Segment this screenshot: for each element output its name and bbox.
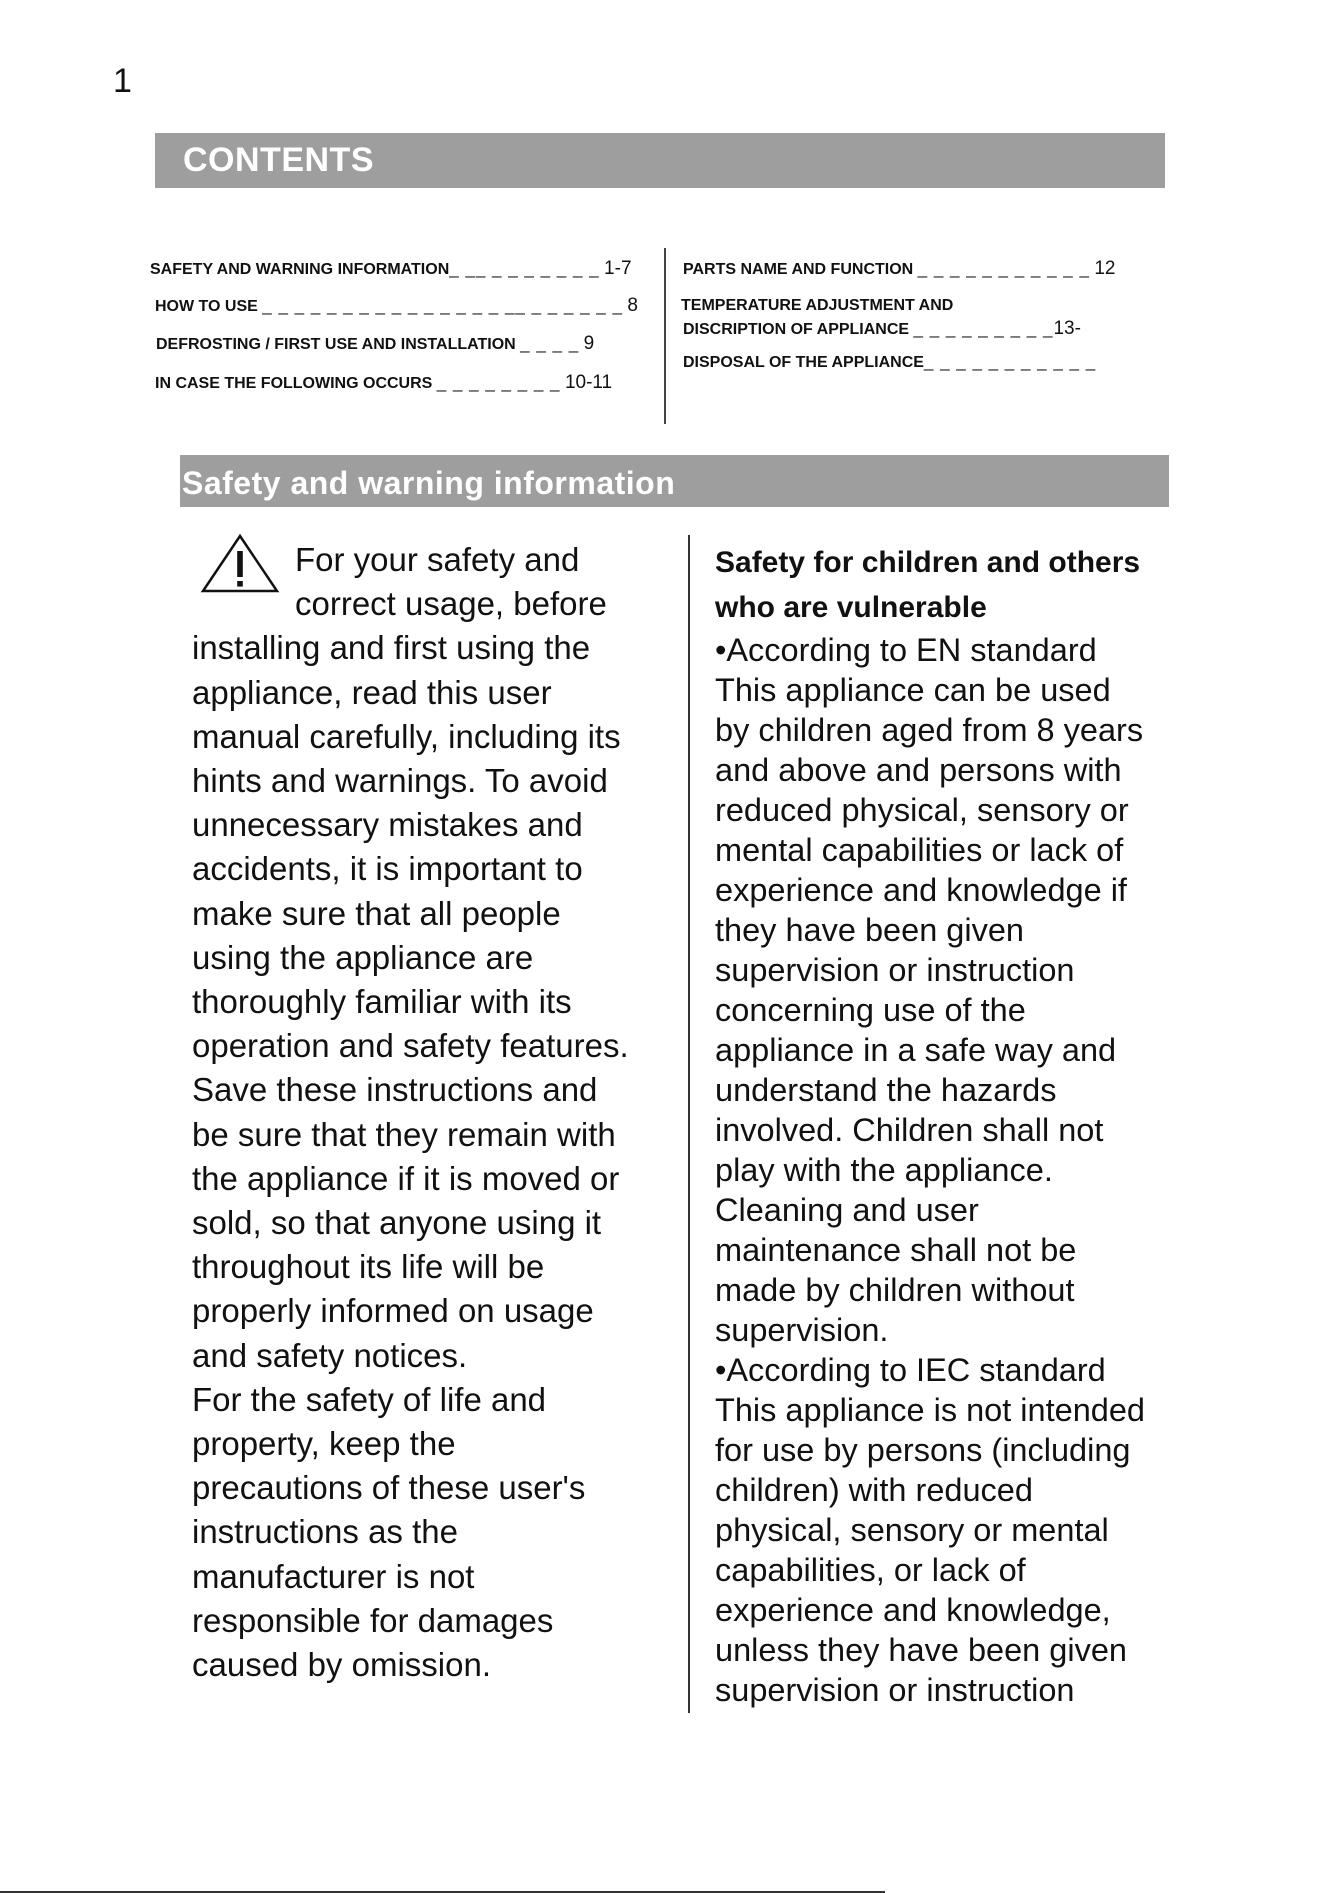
toc-divider bbox=[664, 248, 666, 424]
toc-entry[interactable] bbox=[683, 318, 1081, 340]
text-line: For your safety and bbox=[295, 541, 580, 578]
text-line: supervision. bbox=[715, 1312, 889, 1348]
text-line: unless they have been given bbox=[715, 1632, 1127, 1668]
text-line: •According to EN standard bbox=[715, 632, 1097, 668]
subsection-heading-line: Safety for children and others bbox=[715, 546, 1141, 579]
text-line: throughout its life will be bbox=[192, 1248, 545, 1286]
text-line: responsible for damages bbox=[192, 1601, 554, 1639]
toc-entry-page: 1-7 bbox=[604, 258, 632, 279]
page-number: 1 bbox=[113, 62, 132, 100]
toc-entry[interactable] bbox=[681, 297, 953, 315]
toc-entry-label: DISCRIPTION OF APPLIANCE bbox=[683, 321, 910, 338]
text-line: instructions as the bbox=[192, 1513, 458, 1551]
text-line: they have been given bbox=[715, 912, 1024, 948]
text-line: experience and knowledge if bbox=[715, 872, 1127, 908]
text-line: thoroughly familiar with its bbox=[192, 983, 572, 1021]
column-divider bbox=[688, 535, 690, 1713]
toc-entry-page: 13- bbox=[1053, 318, 1081, 339]
text-line: maintenance shall not be bbox=[715, 1232, 1077, 1268]
text-line: •According to IEC standard bbox=[715, 1352, 1106, 1388]
text-line: using the appliance are bbox=[192, 938, 534, 976]
text-line: make sure that all people bbox=[192, 894, 561, 932]
toc-entry-label: HOW TO USE bbox=[155, 298, 258, 315]
toc-entry-page: 9 bbox=[583, 333, 595, 354]
toc-entry-label: PARTS NAME AND FUNCTION bbox=[683, 261, 914, 278]
text-line: the appliance if it is moved or bbox=[192, 1159, 620, 1197]
safety-header bbox=[180, 455, 1169, 507]
text-line: This appliance can be used bbox=[715, 672, 1111, 708]
text-line: hints and warnings. To avoid bbox=[192, 762, 608, 800]
toc-entry[interactable] bbox=[150, 258, 632, 280]
toc-entry-leader: _ _ _ _ _ _ _ _ _ _ _ bbox=[917, 259, 1090, 278]
safety-left-column bbox=[192, 538, 682, 1687]
text-line: capabilities, or lack of bbox=[715, 1552, 1026, 1588]
text-line: made by children without bbox=[715, 1272, 1075, 1308]
toc-entry-label: DEFROSTING / FIRST USE AND INSTALLATION bbox=[156, 336, 516, 353]
toc-entry-label: IN CASE THE FOLLOWING OCCURS bbox=[155, 375, 433, 392]
toc-entry-page: 8 bbox=[627, 295, 638, 316]
toc-entry-leader: _ _ _ _ bbox=[520, 334, 580, 353]
text-line: properly informed on usage bbox=[192, 1292, 594, 1330]
text-line: manual carefully, including its bbox=[192, 717, 621, 755]
text-line: sold, so that anyone using it bbox=[192, 1204, 602, 1242]
text-line: and safety notices. bbox=[192, 1336, 468, 1374]
text-line: mental capabilities or lack of bbox=[715, 832, 1124, 868]
text-line: understand the hazards bbox=[715, 1072, 1057, 1108]
toc-entry-leader: _ _ _ _ _ _ _ _ _ bbox=[913, 319, 1054, 338]
toc-entry[interactable] bbox=[155, 372, 612, 394]
text-line: Cleaning and user bbox=[715, 1192, 979, 1228]
text-line: concerning use of the bbox=[715, 992, 1026, 1028]
text-line: play with the appliance. bbox=[715, 1152, 1053, 1188]
text-line: for use by persons (including bbox=[715, 1432, 1131, 1468]
text-line: supervision or instruction bbox=[715, 1672, 1075, 1708]
toc-entry-leader: _ _ _ _ _ _ _ _ bbox=[436, 373, 561, 392]
text-line: appliance, read this user bbox=[192, 673, 552, 711]
toc-entry-page: 10-11 bbox=[564, 372, 613, 393]
text-line: and above and persons with bbox=[715, 752, 1122, 788]
text-line: be sure that they remain with bbox=[192, 1115, 616, 1153]
text-line: reduced physical, sensory or bbox=[715, 792, 1129, 828]
text-line: manufacturer is not bbox=[192, 1557, 475, 1595]
text-line: property, keep the bbox=[192, 1425, 456, 1463]
toc-entry-label: SAFETY AND WARNING INFORMATION bbox=[150, 261, 450, 278]
text-line: caused by omission. bbox=[192, 1646, 491, 1684]
safety-right-column bbox=[715, 540, 1195, 1710]
toc-entry-leader: _ __ _ _ _ _ _ _ _ bbox=[449, 259, 600, 278]
text-line: appliance in a safe way and bbox=[715, 1032, 1117, 1068]
toc-entry[interactable] bbox=[683, 258, 1116, 280]
subsection-heading-line: who are vulnerable bbox=[715, 591, 987, 624]
text-line: operation and safety features. bbox=[192, 1027, 629, 1065]
text-line: accidents, it is important to bbox=[192, 850, 583, 888]
text-line: supervision or instruction bbox=[715, 952, 1075, 988]
text-line: precautions of these user's bbox=[192, 1469, 586, 1507]
toc-entry-page: 12 bbox=[1094, 258, 1116, 279]
text-line: experience and knowledge, bbox=[715, 1592, 1111, 1628]
safety-title: Safety and warning information bbox=[182, 465, 676, 501]
text-line: unnecessary mistakes and bbox=[192, 806, 583, 844]
text-line: children) with reduced bbox=[715, 1472, 1033, 1508]
toc-entry[interactable] bbox=[683, 352, 1096, 372]
toc-entry-label: TEMPERATURE ADJUSTMENT AND bbox=[681, 297, 954, 314]
text-line: installing and first using the bbox=[192, 629, 591, 667]
text-line: This appliance is not intended bbox=[715, 1392, 1146, 1428]
contents-header bbox=[155, 133, 1165, 188]
contents-title: CONTENTS bbox=[183, 141, 374, 179]
text-line: physical, sensory or mental bbox=[715, 1512, 1109, 1548]
toc-entry-leader: _ _ _ _ _ _ _ _ _ _ _ _ _ _ _ __ _ _ _ _ _ _ bbox=[262, 296, 623, 315]
text-line: Save these instructions and bbox=[192, 1071, 598, 1109]
text-line: by children aged from 8 years bbox=[715, 712, 1144, 748]
toc-entry[interactable] bbox=[156, 333, 594, 355]
toc-entry-label: DISPOSAL OF THE APPLIANCE bbox=[683, 354, 924, 371]
toc-entry-leader: _ _ _ _ _ _ _ _ _ _ _ bbox=[923, 352, 1097, 371]
text-line: For the safety of life and bbox=[192, 1380, 547, 1418]
text-line: correct usage, before bbox=[295, 585, 607, 623]
toc-entry[interactable] bbox=[155, 295, 638, 317]
text-line: involved. Children shall not bbox=[715, 1112, 1104, 1148]
